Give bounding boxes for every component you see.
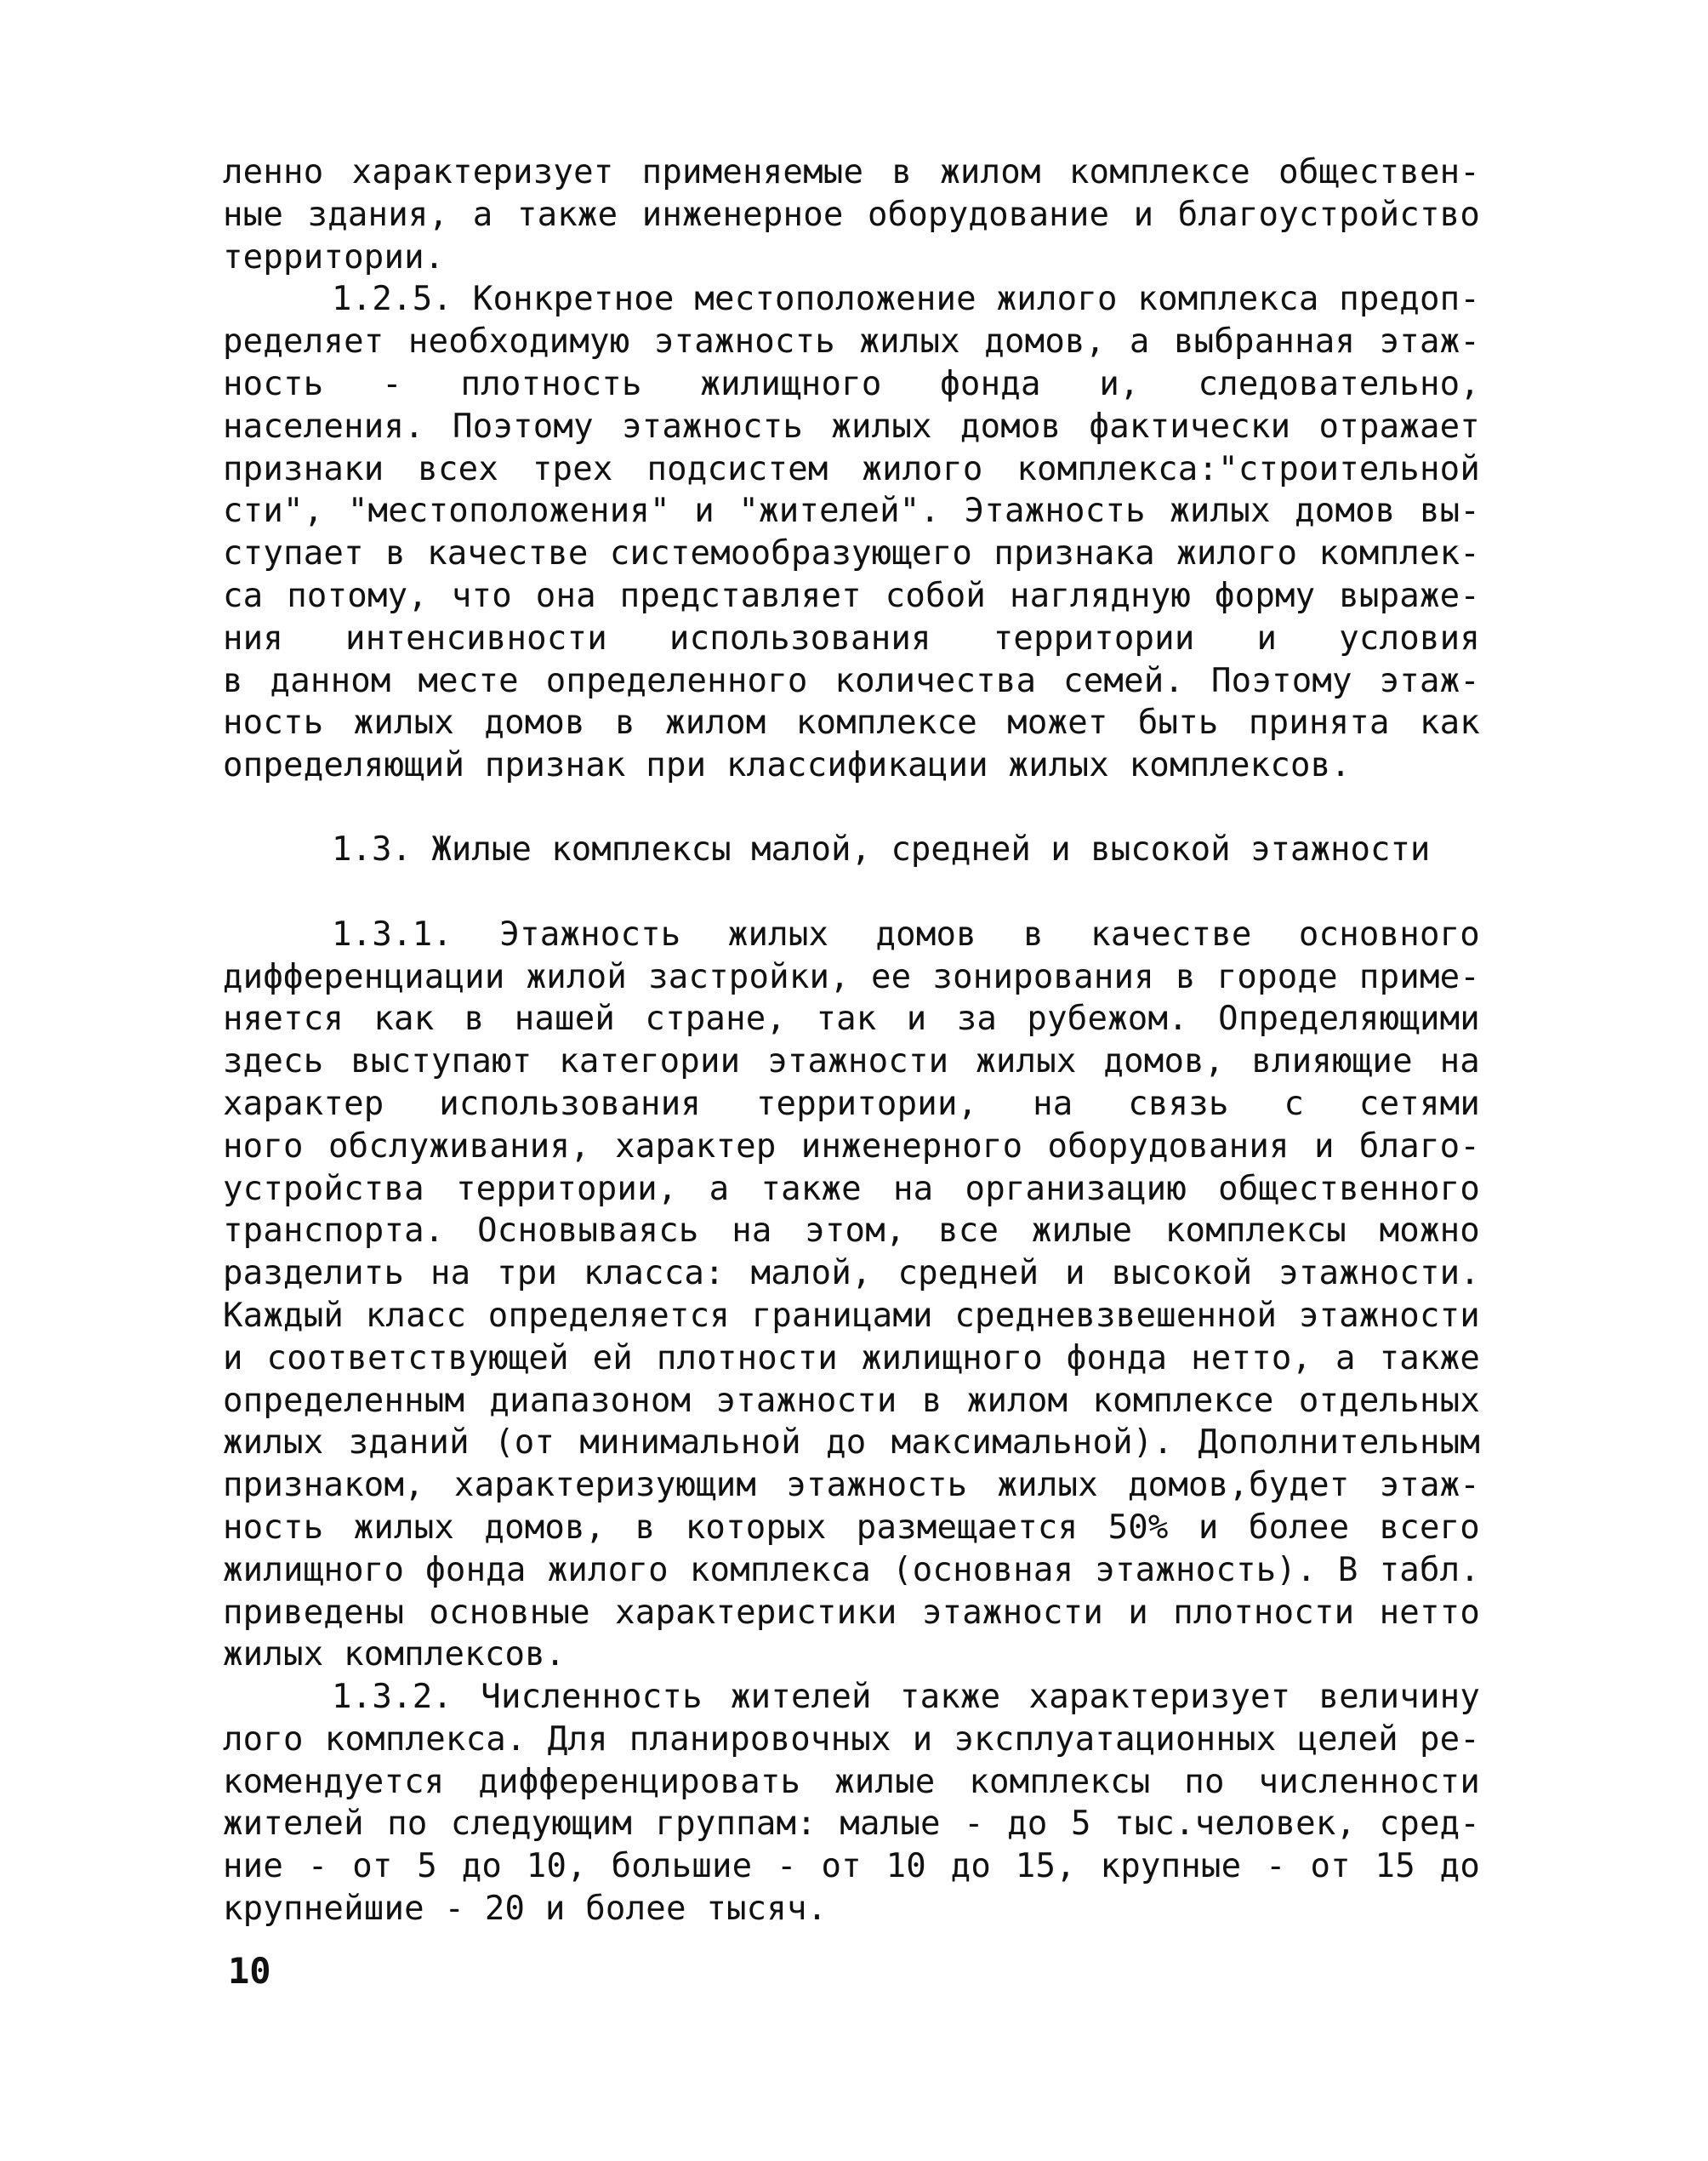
text-line: ного обслуживания, характер инженерного оборудования и благо- xyxy=(223,1126,1480,1166)
text-line: определяющий признак при классификации жилых комплексов. xyxy=(223,746,1352,785)
text-line: сти", "местоположения" и "жителей". Этажность жилых домов вы- xyxy=(223,492,1480,531)
text-line: здесь выступают категории этажности жилых домов, влияющие на xyxy=(223,1042,1480,1081)
text-line: определенным диапазоном этажности в жилом комплексе отдельных xyxy=(223,1381,1480,1420)
text-line: ленно характеризует применяемые в жилом комплексе обществен- xyxy=(223,153,1480,191)
text-line: жилых зданий (от минимальной до максимальной). Дополнительным xyxy=(223,1423,1480,1463)
text-line: няется как в нашей стране, так и за рубежом. Определяющими xyxy=(223,1000,1480,1039)
text-line: крупнейшие - 20 и более тысяч. xyxy=(223,1890,828,1929)
text-line: населения. Поэтому этажность жилых домов фактически отражает xyxy=(223,407,1480,446)
text-line: ределяет необходимую этажность жилых домов, а выбранная этаж- xyxy=(223,322,1480,362)
text-line: 1.3.1. Этажность жилых домов в качестве основного xyxy=(332,915,1480,954)
text-line: 1.3.2. Численность жителей также характеризует величину xyxy=(332,1678,1480,1717)
page-body xyxy=(223,151,1480,1930)
text-line: ность - плотность жилищного фонда и, следовательно, xyxy=(223,364,1480,403)
page-number: 10 xyxy=(228,1950,271,1992)
text-line: ные здания, а также инженерное оборудование и благоустройство xyxy=(223,195,1480,234)
text-line: ность жилых домов в жилом комплексе может быть принята как xyxy=(223,704,1480,743)
text-line: жителей по следующим группам: малые - до 5 тыс.человек, сред- xyxy=(223,1805,1480,1844)
text-line: ния интенсивности использования территории и условия xyxy=(223,619,1480,658)
paragraph-1-3-1 xyxy=(223,914,1480,1676)
text-line: устройства территории, а также на организацию общественного xyxy=(223,1169,1480,1208)
paragraph-1-2-5 xyxy=(223,278,1480,787)
text-line: приведены основные характеристики этажности и плотности нетто xyxy=(223,1593,1480,1632)
text-line: 1.2.5. Конкретное местоположение жилого комплекса предоп- xyxy=(332,280,1480,319)
text-line: признаком, характеризующим этажность жилых домов,будет этаж- xyxy=(223,1466,1480,1505)
text-line: и соответствующей ей плотности жилищного фонда нетто, а также xyxy=(223,1338,1480,1377)
text-line: в данном месте определенного количества семей. Поэтому этаж- xyxy=(223,661,1480,700)
text-line: комендуется дифференцировать жилые комплексы по численности xyxy=(223,1762,1480,1801)
text-line: дифференциации жилой застройки, ее зонирования в городе приме- xyxy=(223,957,1480,996)
paragraph-continued xyxy=(223,151,1480,278)
text-line: территории. xyxy=(223,237,445,277)
text-line: ступает в качестве системообразующего признака жилого комплек- xyxy=(223,534,1480,573)
text-line: ние - от 5 до 10, большие - от 10 до 15, крупные - от 15 до xyxy=(223,1847,1480,1886)
text-line: жилищного фонда жилого комплекса (основная этажность). В табл. xyxy=(223,1550,1480,1589)
text-line: признаки всех трех подсистем жилого комплекса:"строительной xyxy=(223,449,1480,488)
paragraph-1-3-2 xyxy=(223,1676,1480,1930)
text-line: разделить на три класса: малой, средней и высокой этажности. xyxy=(223,1254,1480,1293)
text-line: са потому, что она представляет собой наглядную форму выраже- xyxy=(223,576,1480,615)
text-line: ность жилых домов, в которых размещается 50% и более всего xyxy=(223,1508,1480,1547)
text-line: Каждый класс определяется границами средневзвешенной этажности xyxy=(223,1296,1480,1335)
text-line: жилых комплексов. xyxy=(223,1635,566,1674)
text-line: лого комплекса. Для планировочных и эксплуатационных целей ре- xyxy=(223,1719,1480,1759)
section-heading: 1.3. Жилые комплексы малой, средней и высокой этажности xyxy=(332,830,1431,869)
text-line: характер использования территории, на связь с сетями xyxy=(223,1084,1480,1123)
text-line: транспорта. Основываясь на этом, все жилые комплексы можно xyxy=(223,1212,1480,1251)
